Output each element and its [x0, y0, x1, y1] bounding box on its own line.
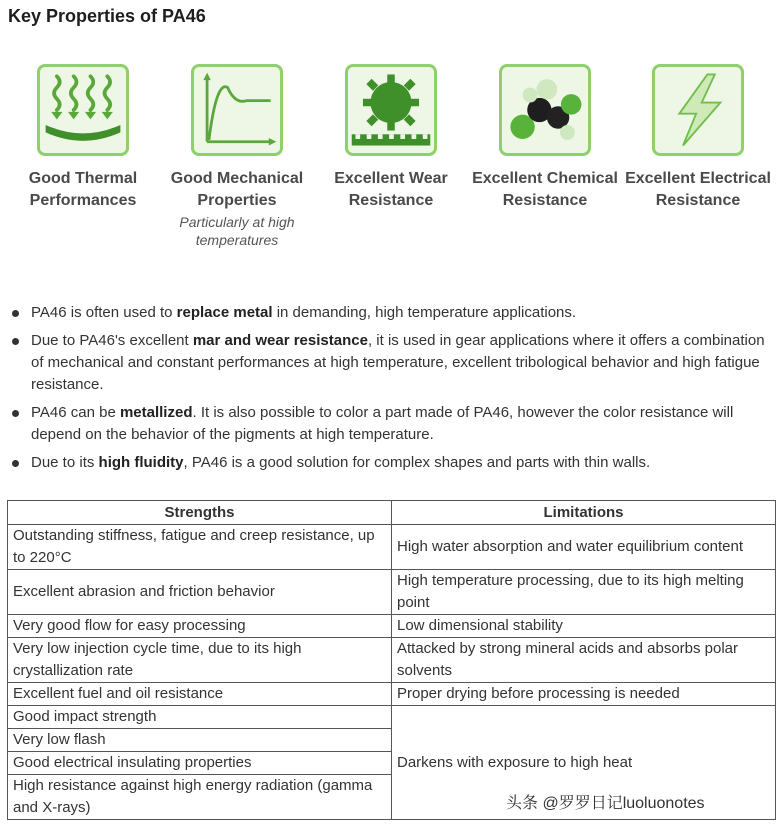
thermal-icon — [37, 64, 129, 156]
stress-curve-icon — [191, 64, 283, 156]
strength-cell: Excellent fuel and oil resistance — [8, 683, 392, 706]
list-item: Due to PA46's excellent mar and wear resistance, it is used in gear applications where it offers a combination of mechanical and constant performances at high temperature, excellent tribological behavior and high fatigue resistance. — [12, 330, 772, 396]
limitation-cell: Low dimensional stability — [392, 615, 776, 638]
gear-icon — [345, 64, 437, 156]
bullet-list — [12, 302, 772, 480]
table-header-row — [8, 501, 776, 525]
table-row — [8, 638, 776, 683]
watermark: 头条 @罗罗日记luoluonotes — [506, 795, 705, 812]
table-row — [8, 706, 776, 729]
strength-cell: Very low injection cycle time, due to its high crystallization rate — [8, 638, 392, 683]
limitation-cell: High water absorption and water equilibrium content — [392, 525, 776, 570]
property-label: Excellent Wear Resistance — [334, 170, 448, 209]
strength-cell: Excellent abrasion and friction behavior — [8, 570, 392, 615]
strength-cell: Very good flow for easy processing — [8, 615, 392, 638]
strengths-limitations-table — [7, 500, 776, 820]
property-chemical — [465, 64, 625, 212]
molecule-icon — [499, 64, 591, 156]
strength-cell: Good electrical insulating properties — [8, 752, 392, 775]
table-row — [8, 683, 776, 706]
table-row — [8, 525, 776, 570]
limitation-cell: High temperature processing, due to its high melting point — [392, 570, 776, 615]
page-title: Key Properties of PA46 — [8, 6, 206, 26]
property-label: Good Mechanical Properties — [170, 170, 304, 209]
property-note: Particularly at high temperatures — [179, 214, 295, 248]
property-electrical — [618, 64, 778, 212]
limitation-cell: Proper drying before processing is needed — [392, 683, 776, 706]
list-item: PA46 can be metallized. It is also possible to color a part made of PA46, however the color resistance will depend on the behavior of the pigments at high temperature. — [12, 402, 772, 446]
table-row — [8, 570, 776, 615]
strength-cell: Good impact strength — [8, 706, 392, 729]
limitation-cell: Attacked by strong mineral acids and absorbs polar solvents — [392, 638, 776, 683]
strengths-header: Strengths — [8, 501, 392, 525]
strength-cell: Very low flash — [8, 729, 392, 752]
property-label: Good Thermal Performances — [28, 170, 138, 209]
limitation-cell: Darkens with exposure to high heat — [392, 706, 776, 820]
property-mechanical — [157, 64, 317, 249]
table-row — [8, 615, 776, 638]
properties-row — [0, 64, 783, 254]
lightning-icon — [652, 64, 744, 156]
property-thermal — [3, 64, 163, 212]
list-item: Due to its high fluidity, PA46 is a good solution for complex shapes and parts with thin walls. — [12, 452, 772, 474]
property-label: Excellent Electrical Resistance — [625, 170, 771, 209]
strength-cell: Outstanding stiffness, fatigue and creep resistance, up to 220°C — [8, 525, 392, 570]
strength-cell: High resistance against high energy radiation (gamma and X-rays) — [8, 775, 392, 820]
property-wear — [311, 64, 471, 212]
property-label: Excellent Chemical Resistance — [472, 170, 618, 209]
limitations-header: Limitations — [392, 501, 776, 525]
list-item: PA46 is often used to replace metal in demanding, high temperature applications. — [12, 302, 772, 324]
